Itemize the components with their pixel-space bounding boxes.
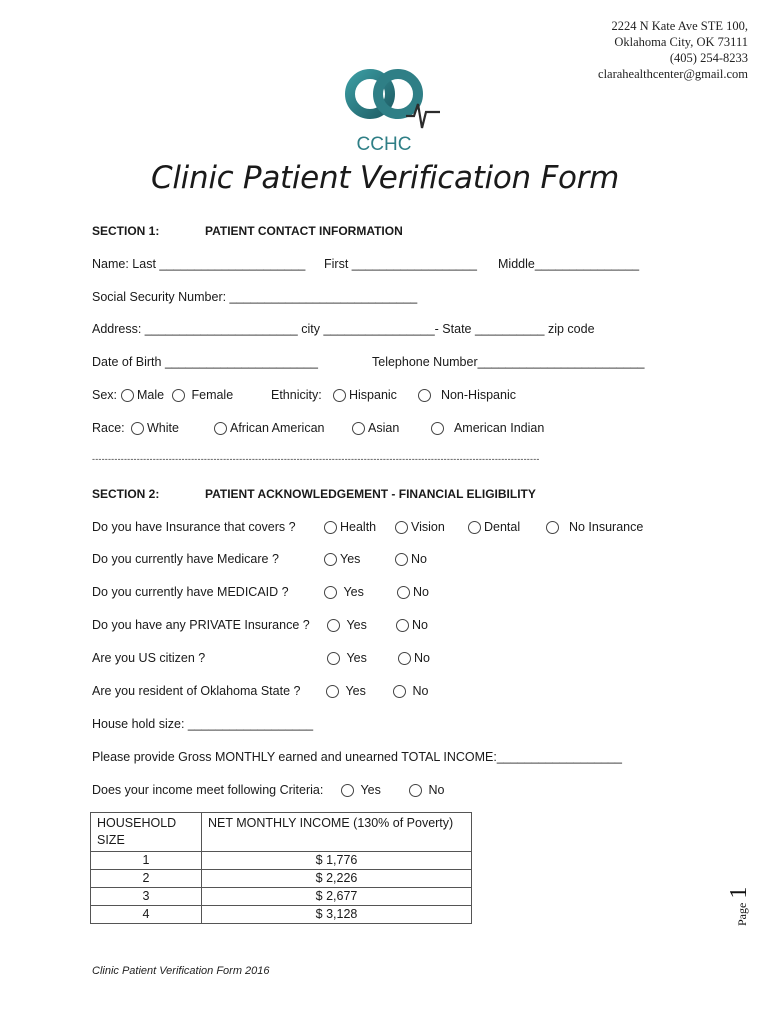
option-label: No [428, 783, 445, 797]
sex-female-option[interactable] [172, 388, 233, 402]
radio-button[interactable] [333, 389, 346, 402]
option-label: Hispanic [349, 388, 397, 402]
name-first-field[interactable]: First __________________ [324, 257, 477, 271]
sex-male-option[interactable] [121, 388, 164, 402]
option-label: No [413, 585, 429, 599]
radio-button[interactable] [468, 521, 481, 534]
header-line: SIZE [97, 833, 125, 847]
option-label: No [412, 618, 428, 632]
option-label: No Insurance [568, 520, 644, 534]
radio-button[interactable] [418, 389, 431, 402]
private-yes-option[interactable] [327, 618, 367, 632]
table-row [91, 888, 472, 906]
citizen-no-option[interactable] [398, 651, 430, 665]
option-label: Yes [343, 585, 364, 599]
household-size-field[interactable]: House hold size: __________________ [92, 717, 314, 731]
radio-button[interactable] [397, 586, 410, 599]
page-number: 1 [726, 886, 752, 899]
race-white-option[interactable] [131, 421, 179, 435]
option-label: Yes [340, 552, 361, 566]
page-marker-text [726, 887, 753, 926]
criteria-no-option[interactable] [409, 783, 444, 797]
option-label: American Indian [453, 421, 545, 435]
monthly-income-field[interactable]: Please provide Gross MONTHLY earned and unearned TOTAL INCOME:__________________ [92, 750, 622, 764]
radio-button[interactable] [121, 389, 134, 402]
logo-rings-icon [340, 66, 450, 156]
income-cell: $ 3,128 [202, 906, 472, 924]
resident-yes-option[interactable] [326, 684, 366, 698]
household-size-cell: 2 [91, 870, 202, 888]
radio-button[interactable] [341, 784, 354, 797]
income-cell: $ 2,677 [202, 888, 472, 906]
ethnicity-hispanic-option[interactable] [333, 388, 397, 402]
radio-button[interactable] [395, 521, 408, 534]
option-label: Non-Hispanic [440, 388, 516, 402]
ethnicity-non-hispanic-option[interactable] [418, 388, 516, 402]
question-insurance: Do you have Insurance that covers ? [92, 520, 296, 534]
option-label: No [411, 552, 427, 566]
option-label: Vision [411, 520, 445, 534]
medicare-yes-option[interactable] [324, 552, 360, 566]
name-last-field[interactable]: Name: Last _____________________ [92, 257, 306, 271]
option-label: No [414, 651, 430, 665]
clinic-email: clarahealthcenter@gmail.com [598, 67, 748, 81]
radio-button[interactable] [327, 619, 340, 632]
option-label: Yes [345, 684, 366, 698]
page-label: Page [735, 902, 749, 926]
question-income-criteria: Does your income meet following Criteria: [92, 783, 324, 797]
radio-button[interactable] [398, 652, 411, 665]
radio-button[interactable] [214, 422, 227, 435]
private-no-option[interactable] [396, 618, 428, 632]
household-size-header [91, 813, 202, 852]
resident-no-option[interactable] [393, 684, 428, 698]
option-label: No [412, 684, 429, 698]
race-african-american-option[interactable] [214, 421, 324, 435]
name-middle-field[interactable]: Middle_______________ [498, 257, 640, 271]
page-marker [712, 880, 762, 930]
ethnicity-label: Ethnicity: [271, 388, 322, 402]
radio-button[interactable] [324, 553, 337, 566]
option-label: Yes [346, 651, 367, 665]
section-1-label: SECTION 1: [92, 224, 160, 238]
option-label: Female [191, 388, 234, 402]
section-divider: -------------------------------------------------------------------------------------------------------------------------------------------- [92, 454, 540, 464]
question-private-insurance: Do you have any PRIVATE Insurance ? [92, 618, 310, 632]
address-line-2: Oklahoma City, OK 73111 [614, 35, 748, 49]
table-row [91, 906, 472, 924]
citizen-yes-option[interactable] [327, 651, 367, 665]
radio-button[interactable] [131, 422, 144, 435]
clinic-phone: (405) 254-8233 [669, 51, 748, 65]
ssn-field[interactable]: Social Security Number: ___________________________ [92, 290, 418, 304]
option-label: Asian [368, 421, 400, 435]
medicaid-yes-option[interactable] [324, 585, 364, 599]
address-field[interactable]: Address: ______________________ city ________________- State __________ zip code [92, 322, 595, 336]
radio-button[interactable] [393, 685, 406, 698]
income-cell: $ 2,226 [202, 870, 472, 888]
question-medicare: Do you currently have Medicare ? [92, 552, 279, 566]
radio-button[interactable] [326, 685, 339, 698]
question-us-citizen: Are you US citizen ? [92, 651, 206, 665]
medicaid-no-option[interactable] [397, 585, 429, 599]
table-row [91, 852, 472, 870]
footer-text: Clinic Patient Verification Form 2016 [92, 965, 270, 977]
dob-field[interactable]: Date of Birth ______________________ [92, 355, 318, 369]
clinic-address [598, 18, 748, 82]
section-2-heading: PATIENT ACKNOWLEDGEMENT - FINANCIAL ELIGIBILITY [205, 487, 536, 501]
radio-button[interactable] [395, 553, 408, 566]
radio-button[interactable] [324, 586, 337, 599]
insurance-none-option[interactable] [546, 520, 643, 534]
radio-button[interactable] [327, 652, 340, 665]
race-asian-option[interactable] [352, 421, 399, 435]
insurance-health-option[interactable] [324, 520, 376, 534]
option-label: Dental [484, 520, 521, 534]
option-label: Health [340, 520, 377, 534]
household-size-cell: 4 [91, 906, 202, 924]
radio-button[interactable] [352, 422, 365, 435]
race-label: Race: [92, 421, 125, 435]
option-label: African American [230, 421, 325, 435]
household-size-cell: 3 [91, 888, 202, 906]
criteria-yes-option[interactable] [341, 783, 381, 797]
telephone-field[interactable]: Telephone Number________________________ [372, 355, 645, 369]
form-title: Clinic Patient Verification Form [151, 160, 619, 196]
net-monthly-income-header: NET MONTHLY INCOME (130% of Poverty) [202, 813, 472, 852]
logo-text: CCHC [356, 134, 412, 155]
table-header-row [91, 813, 472, 852]
question-medicaid: Do you currently have MEDICAID ? [92, 585, 289, 599]
section-2-label: SECTION 2: [92, 487, 160, 501]
cchc-logo [340, 66, 450, 156]
section-1-heading: PATIENT CONTACT INFORMATION [205, 224, 403, 238]
insurance-dental-option[interactable] [468, 520, 520, 534]
radio-button[interactable] [409, 784, 422, 797]
header-line: HOUSEHOLD [97, 816, 177, 830]
radio-button[interactable] [546, 521, 559, 534]
race-american-indian-option[interactable] [431, 421, 544, 435]
income-cell: $ 1,776 [202, 852, 472, 870]
sex-label: Sex: [92, 388, 118, 402]
option-label: Yes [346, 618, 367, 632]
radio-button[interactable] [431, 422, 444, 435]
insurance-vision-option[interactable] [395, 520, 445, 534]
household-size-cell: 1 [91, 852, 202, 870]
option-label: Yes [360, 783, 381, 797]
table-row [91, 870, 472, 888]
medicare-no-option[interactable] [395, 552, 427, 566]
income-criteria-table [90, 812, 472, 924]
radio-button[interactable] [172, 389, 185, 402]
option-label: White [147, 421, 179, 435]
radio-button[interactable] [324, 521, 337, 534]
option-label: Male [137, 388, 165, 402]
address-line-1: 2224 N Kate Ave STE 100, [611, 19, 748, 33]
question-oklahoma-resident: Are you resident of Oklahoma State ? [92, 684, 301, 698]
radio-button[interactable] [396, 619, 409, 632]
